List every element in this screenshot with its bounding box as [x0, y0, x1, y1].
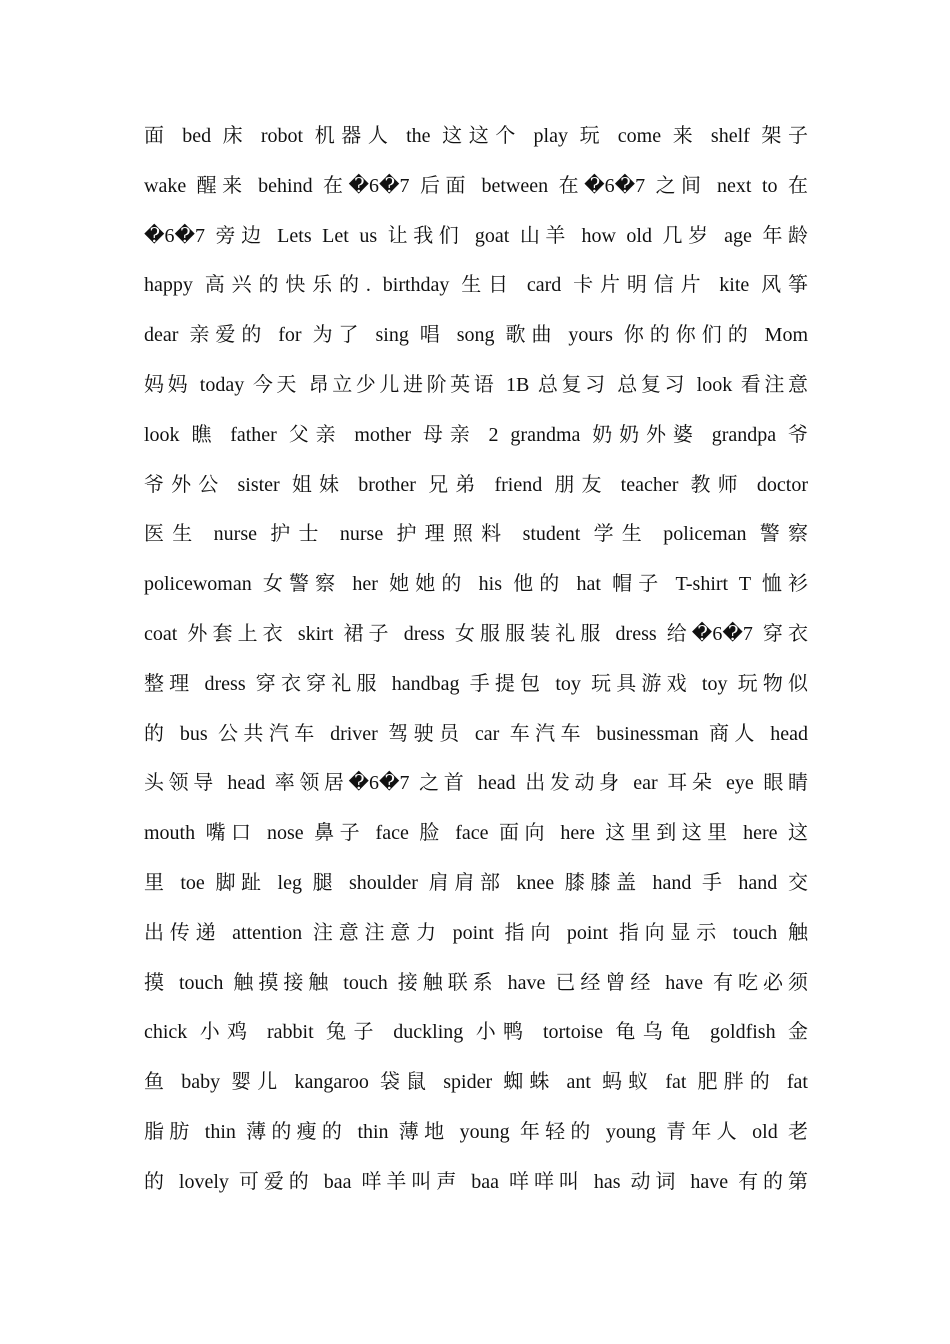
text-line: 面 bed 床 robot 机器人 the 这这个 play 玩 come 来 shelf 架子 [144, 125, 808, 147]
vocabulary-text-block [144, 112, 808, 1208]
text-line: 脂肪 thin 薄的瘦的 thin 薄地 young 年轻的 young 青年人 old 老 [144, 1120, 808, 1143]
text-line: coat 外套上衣 skirt 裙子 dress 女服服装礼服 dress 给�6�7 穿衣 [144, 622, 808, 645]
text-line: 出传递 attention 注意注意力 point 指向 point 指向显示 touch 触 [144, 921, 808, 944]
text-line: 鱼 baby 婴儿 kangaroo 袋鼠 spider 蜘蛛 ant 蚂蚁 fat 肥胖的 fat [144, 1071, 808, 1094]
text-line: 里 toe 脚趾 leg 腿 shoulder 肩肩部 knee 膝膝盖 hand 手 hand 交 [144, 871, 808, 894]
text-line: 爷外公 sister 姐妹 brother 兄弟 friend 朋友 teacher 教师 doctor [144, 473, 808, 496]
text-line: 头领导 head 率领居�6�7 之首 head 出发动身 ear 耳朵 eye 眼睛 [144, 772, 808, 795]
text-line: 摸 touch 触摸接触 touch 接触联系 have 已经曾经 have 有吃必须 [144, 971, 808, 994]
text-line: happy 高兴的快乐的. birthday 生日 card 卡片明信片 kite 风筝 [144, 274, 808, 297]
text-line: 的 bus 公共汽车 driver 驾驶员 car 车汽车 businessman 商人 head [144, 722, 808, 745]
text-line: wake 醒来 behind 在�6�7 后面 between 在�6�7 之间 next to 在 [144, 174, 808, 197]
text-line: 整理 dress 穿衣穿礼服 handbag 手提包 toy 玩具游戏 toy 玩物似 [144, 672, 808, 695]
text-line: dear 亲爱的 for 为了 sing 唱 song 歌曲 yours 你的你们的 Mom [144, 324, 808, 347]
text-line: look 瞧 father 父亲 mother 母亲 2 grandma 奶奶外婆 grandpa 爷 [144, 423, 808, 446]
text-line: chick 小鸡 rabbit 兔子 duckling 小鸭 tortoise 龟乌龟 goldfish 金 [144, 1021, 808, 1044]
text-line: 妈妈 today 今天 昂立少儿进阶英语 1B 总复习 总复习 look 看注意 [144, 373, 808, 396]
text-line: 医生 nurse 护士 nurse 护理照料 student 学生 policeman 警察 [144, 523, 808, 546]
text-line: �6�7 旁边 Lets Let us 让我们 goat 山羊 how old 几岁 age 年龄 [144, 224, 808, 247]
text-line: 的 lovely 可爱的 baa 咩羊叫声 baa 咩咩叫 has 动词 have 有的第 [144, 1170, 808, 1193]
text-line: mouth 嘴口 nose 鼻子 face 脸 face 面向 here 这里到这里 here 这 [144, 822, 808, 845]
text-line: policewoman 女警察 her 她她的 his 他的 hat 帽子 T-shirt T 恤衫 [144, 573, 808, 596]
